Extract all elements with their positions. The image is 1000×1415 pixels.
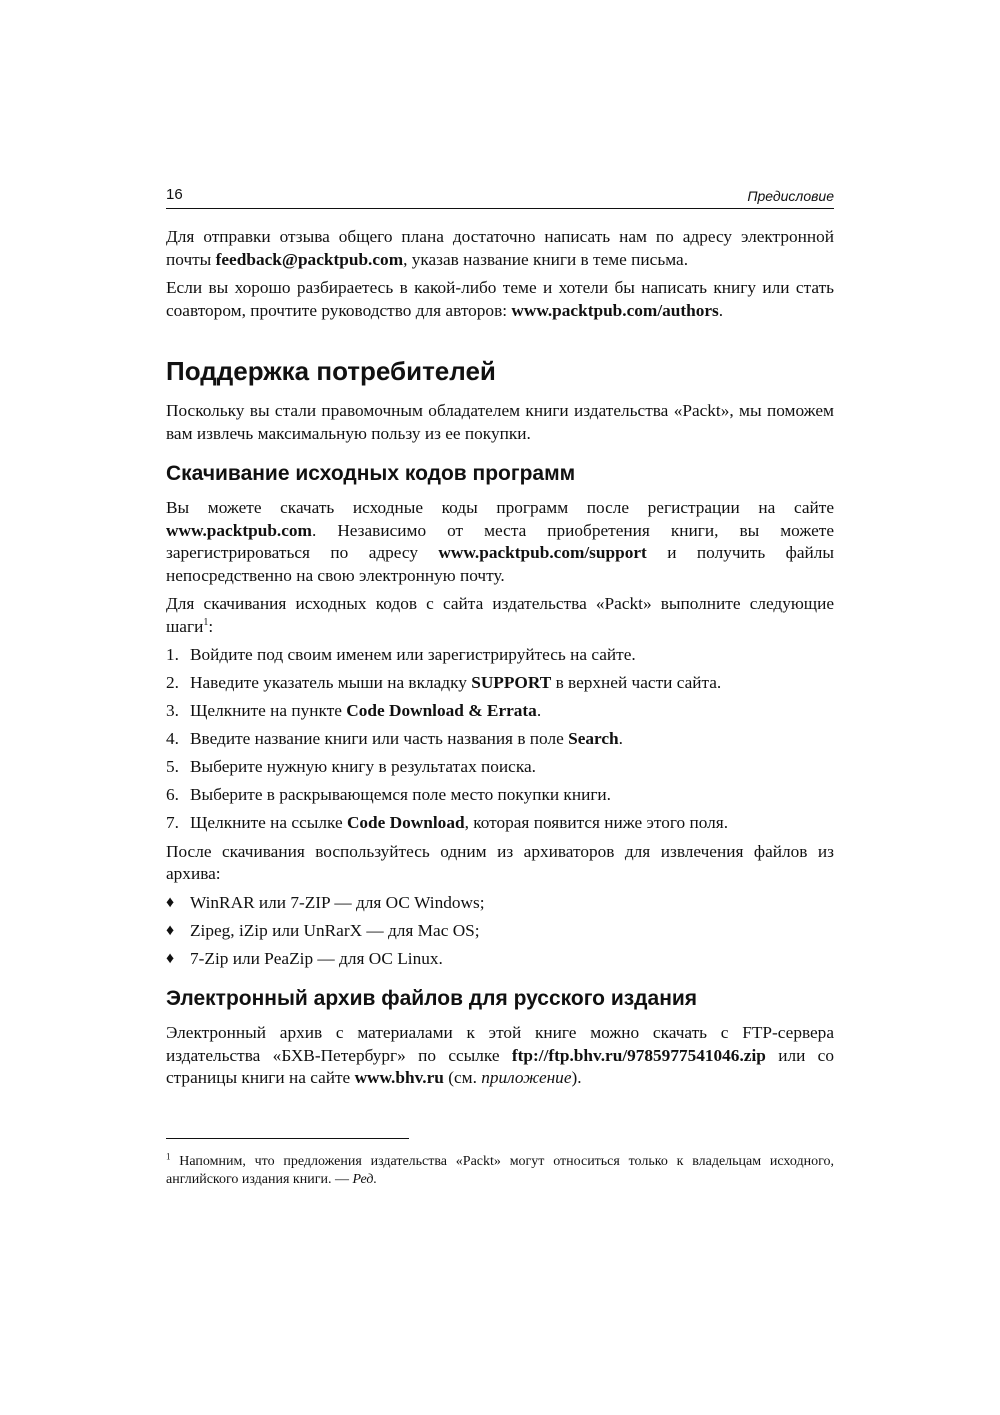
footnote-divider xyxy=(166,1138,409,1139)
editor-note: Ред. xyxy=(352,1172,377,1187)
list-item: ♦ 7-Zip или PeaZip — для ОС Linux. xyxy=(166,948,834,971)
authors-url: www.packtpub.com/authors xyxy=(511,300,719,320)
list-item: 2. Наведите указатель мыши на вкладку SUPPORT в верхней части сайта. xyxy=(166,673,722,692)
archive-heading: Электронный архив файлов для русского издания xyxy=(166,987,698,1010)
list-item: 6. Выберите в раскрывающемся поле место покупки книги. xyxy=(166,785,611,804)
page-number: 16 xyxy=(166,186,183,203)
footnote-ref: 1 xyxy=(203,616,209,628)
ftp-url: ftp://ftp.bhv.ru/9785977541046.zip xyxy=(511,1045,766,1065)
steps-list xyxy=(166,644,834,835)
archivers-intro: После скачивания воспользуйтесь одним из архиваторов для извлечения файлов из архива: xyxy=(166,841,834,883)
diamond-bullet-icon: ♦ xyxy=(166,921,175,939)
appendix-ref: приложение xyxy=(481,1068,572,1087)
page-content xyxy=(166,226,834,1096)
support-heading: Поддержка потребителей xyxy=(166,356,496,386)
diamond-bullet-icon: ♦ xyxy=(166,893,175,911)
archivers-list xyxy=(166,892,834,971)
support-url: www.packtpub.com/support xyxy=(438,543,647,562)
footnote: $^1$ Напомним, что предложения издательства «Packt» могут относиться только к владельцам исходного, английского издания книги. — Ред. xyxy=(166,1151,834,1187)
feedback-paragraph: Для отправки отзыва общего плана достаточно написать нам по адресу электронной почты feedback@packtpub.com, указав название книги в теме письма. xyxy=(166,227,834,269)
list-item: 3. Щелкните на пункте Code Download & Errata. xyxy=(166,701,542,720)
list-item: 4. Введите название книги или часть названия в поле Search. xyxy=(166,729,623,748)
running-header xyxy=(166,186,834,209)
archive-paragraph: Электронный архив с материалами к этой книге можно скачать с FTP-сервера издательства «БХВ-Петербург» по ссылке ftp://ftp.bhv.ru/9785977541046.zip или со страницы книги на сайте www.bhv.ru (см. приложение). xyxy=(166,1023,834,1087)
footnote-number: 1 xyxy=(166,1151,171,1162)
list-item: ♦ Zipeg, iZip или UnRarX — для Mac OS; xyxy=(166,920,834,943)
packtpub-url: www.packtpub.com xyxy=(166,520,312,540)
steps-intro: Для скачивания исходных кодов с сайта издательства «Packt» выполните следующие шаги$^1$: xyxy=(166,594,834,636)
support-paragraph: Поскольку вы стали правомочным обладателем книги издательства «Packt», мы поможем вам извлечь максимальную пользу из ее покупки. xyxy=(166,401,834,443)
bhv-url: www.bhv.ru xyxy=(354,1068,444,1087)
download-paragraph: Вы можете скачать исходные коды программ после регистрации на сайте www.packtpub.com. Независимо от места приобретения книги, вы можете зарегистрироваться по адресу www.packtpub.com/support и получить файлы непосредственно на свою электронную почту. xyxy=(166,498,834,585)
authors-paragraph: Если вы хорошо разбираетесь в какой-либо теме и хотели бы написать книгу или стать соавтором, прочтите руководство для авторов: www.packtpub.com/authors. xyxy=(166,278,834,320)
feedback-email: feedback@packtpub.com xyxy=(215,249,404,269)
list-item: 5. Выберите нужную книгу в результатах поиска. xyxy=(166,757,536,776)
list-item: 7. Щелкните на ссылке Code Download, которая появится ниже этого поля. xyxy=(166,813,729,832)
list-item: ♦ WinRAR или 7-ZIP — для ОС Windows; xyxy=(166,892,834,915)
diamond-bullet-icon: ♦ xyxy=(166,949,175,967)
download-heading: Скачивание исходных кодов программ xyxy=(166,462,576,485)
list-item: 1. Войдите под своим именем или зарегистрируйтесь на сайте. xyxy=(166,645,636,664)
section-title: Предисловие xyxy=(747,188,834,204)
